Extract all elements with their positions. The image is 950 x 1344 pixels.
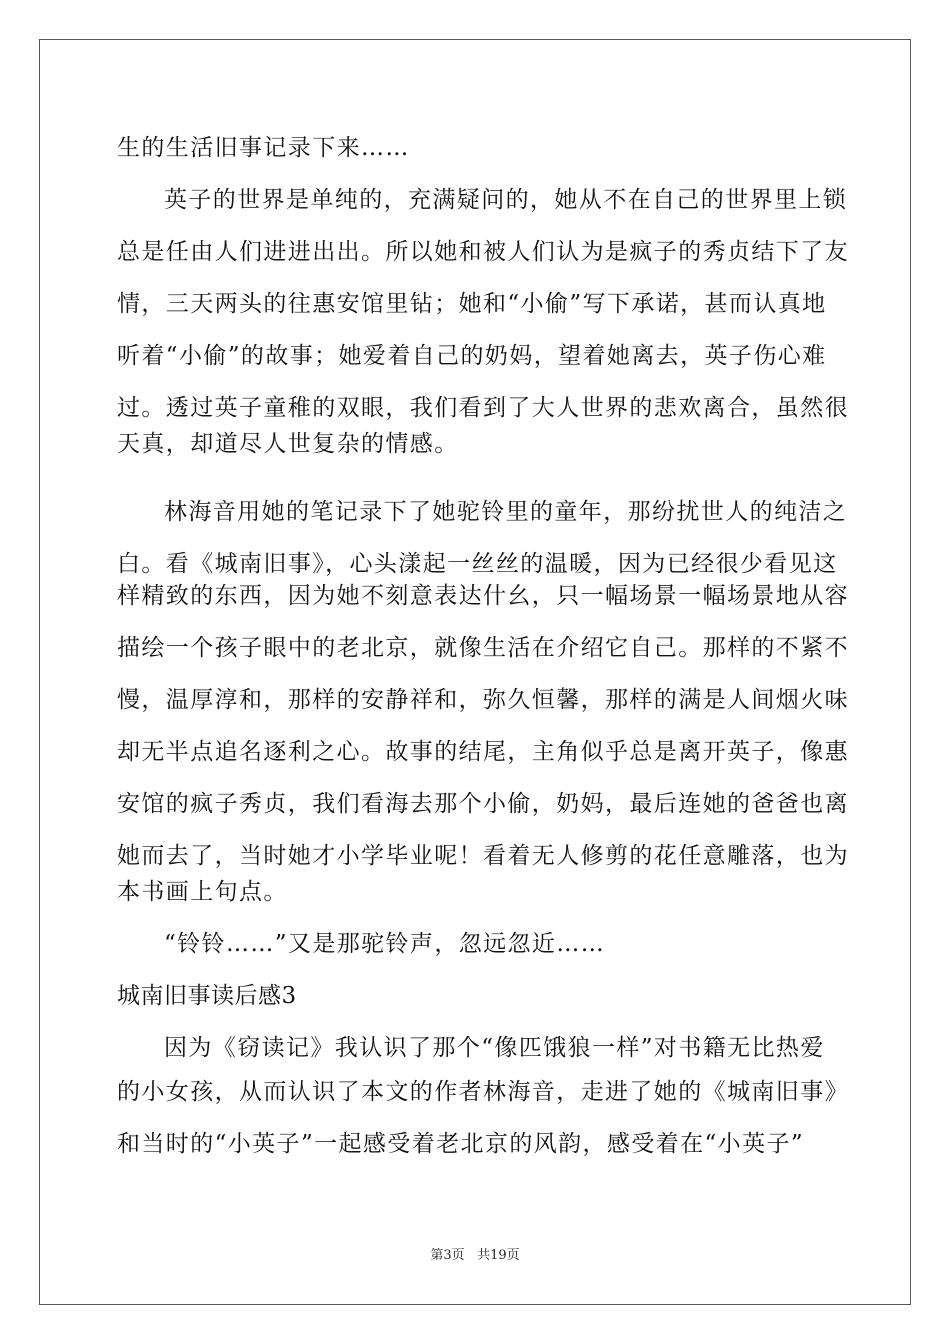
text-line: 安馆的疯子秀贞，我们看海去那个小偷，奶妈，最后连她的爸爸也离 <box>117 791 849 817</box>
page-total: 共19页 <box>477 1248 520 1263</box>
text-line: 过。透过英子童稚的双眼，我们看到了大人世界的悲欢离合，虽然很 <box>117 395 849 421</box>
text-line: 她而去了，当时她才小学毕业呢！看着无人修剪的花任意雕落，也为 <box>117 843 849 869</box>
paragraph-first-line: 因为《窃读记》我认识了那个“像匹饿狼一样”对书籍无比热爱 <box>164 1035 825 1061</box>
text-line: 慢，温厚淳和，那样的安静祥和，弥久恒馨，那样的满是人间烟火味 <box>117 687 849 713</box>
page-border <box>39 39 911 1305</box>
page-number: 第3页 <box>430 1248 465 1263</box>
text-line: 样精致的东西，因为她不刻意表达什幺，只一幅场景一幅场景地从容 <box>117 583 849 609</box>
text-line: 总是任由人们进进出出。所以她和被人们认为是疯子的秀贞结下了友 <box>117 239 849 265</box>
text-line: 和当时的“小英子”一起感受着老北京的风韵，感受着在“小英子” <box>117 1131 805 1157</box>
text-line: 天真，却道尽人世复杂的情感。 <box>117 431 459 457</box>
text-line: 描绘一个孩子眼中的老北京，就像生活在介绍它自己。那样的不紧不 <box>117 635 849 661</box>
page-footer <box>0 1248 950 1264</box>
text-line: 本书画上句点。 <box>117 879 288 905</box>
text-line: 听着“小偷”的故事；她爱着自己的奶妈，望着她离去，英子伤心难 <box>117 343 827 369</box>
paragraph-first-line: 英子的世界是单纯的，充满疑问的，她从不在自己的世界里上锁 <box>164 187 848 213</box>
text-line: 白。看《城南旧事》，心头漾起一丝丝的温暖，因为已经很少看见这 <box>117 551 838 577</box>
text-line: 却无半点追名逐利之心。故事的结尾，主角似乎总是离开英子，像惠 <box>117 739 849 765</box>
text-line: 的小女孩，从而认识了本文的作者林海音，走进了她的《城南旧事》 <box>117 1079 849 1105</box>
section-heading: 城南旧事读后感3 <box>117 983 297 1009</box>
paragraph-first-line: “铃铃……”又是那驼铃声，忽远忽近…… <box>164 931 606 957</box>
text-line: 情，三天两头的往惠安馆里钻；她和“小偷”写下承诺，甚而认真地 <box>117 291 827 317</box>
text-line: 生的生活旧事记录下来…… <box>117 135 410 161</box>
paragraph-first-line: 林海音用她的笔记录下了她驼铃里的童年，那纷扰世人的纯洁之 <box>164 499 848 525</box>
